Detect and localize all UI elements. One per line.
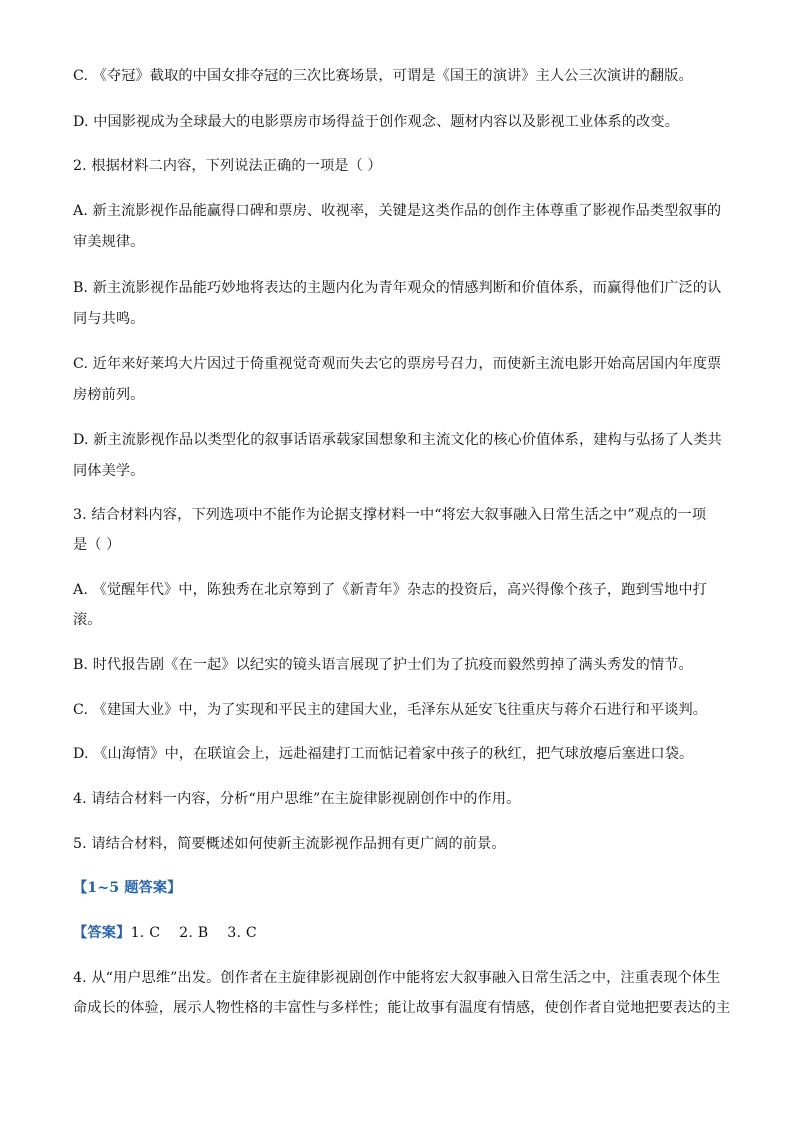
question-5: 5. 请结合材料，简要概述如何使新主流影视作品拥有更广阔的前景。 [73,836,506,852]
option-1d: D. 中国影视成为全球最大的电影票房市场得益于创作观念、题材内容以及影视工业体系的改变。 [73,114,679,130]
answer-line [73,925,723,941]
option-3a-line1: A. 《觉醒年代》中，陈独秀在北京筹到了《新青年》杂志的投资后，高兴得像个孩子，跑到雪地中打 [73,582,707,598]
answer-choices: 1. C 2. B 3. C [130,925,257,941]
option-2d-line1: D. 新主流影视作品以类型化的叙事话语承载家国想象和主流文化的核心价值体系，建构与弘扬了人类共 [73,432,722,448]
question-4: 4. 请结合材料一内容，分析“用户思维”在主旋律影视剧创作中的作用。 [73,791,521,807]
option-3a-line2: 滚。 [73,612,102,628]
option-3c: C. 《建国大业》中，为了实现和平民主的建国大业，毛泽东从延安飞往重庆与蒋介石进行和平谈判。 [73,702,708,718]
option-1c: C. 《夺冠》截取的中国女排夺冠的三次比赛场景，可谓是《国王的演讲》主人公三次演讲的翻版。 [73,68,693,84]
option-3d: D. 《山海情》中，在联谊会上，远赴福建打工而惦记着家中孩子的秋红，把气球放瘪后塞进口袋。 [73,746,694,762]
option-2c-line2: 房榜前列。 [73,387,145,403]
question-3-line2: 是（ ） [73,537,121,553]
option-2a-line1: A. 新主流影视作品能赢得口碑和票房、收视率，关键是这类作品的创作主体尊重了影视作品类型叙事的 [73,203,722,219]
option-2d-line2: 同体美学。 [73,463,145,479]
question-2: 2. 根据材料二内容，下列说法正确的一项是（ ） [73,158,382,174]
option-2a-line2: 审美规律。 [73,234,145,250]
answer-tag: 【答案】 [73,925,131,941]
answer-section-heading: 【1~5 题答案】 [73,880,182,896]
option-3b: B. 时代报告剧《在一起》以纪实的镜头语言展现了护士们为了抗疫而毅然剪掉了满头秀发的情节。 [73,657,693,673]
option-2c-line1: C. 近年来好莱坞大片因过于倚重视觉奇观而失去它的票房号召力，而使新主流电影开始高居国内年度票 [73,356,722,372]
answer-4-line1: 4. 从“用户思维”出发。创作者在主旋律影视剧创作中能将宏大叙事融入日常生活之中，注重表现个体生 [73,970,721,986]
answer-4-line2: 命成长的体验，展示人物性格的丰富性与多样性；能让故事有温度有情感，使创作者自觉地把要表达的主 [73,1000,731,1016]
option-2b-line2: 同与共鸣。 [73,311,145,327]
question-3-line1: 3. 结合材料内容，下列选项中不能作为论据支撑材料一中“将宏大叙事融入日常生活之中”观点的一项 [73,507,707,523]
option-2b-line1: B. 新主流影视作品能巧妙地将表达的主题内化为青年观众的情感判断和价值体系，而赢得他们广泛的认 [73,280,722,296]
